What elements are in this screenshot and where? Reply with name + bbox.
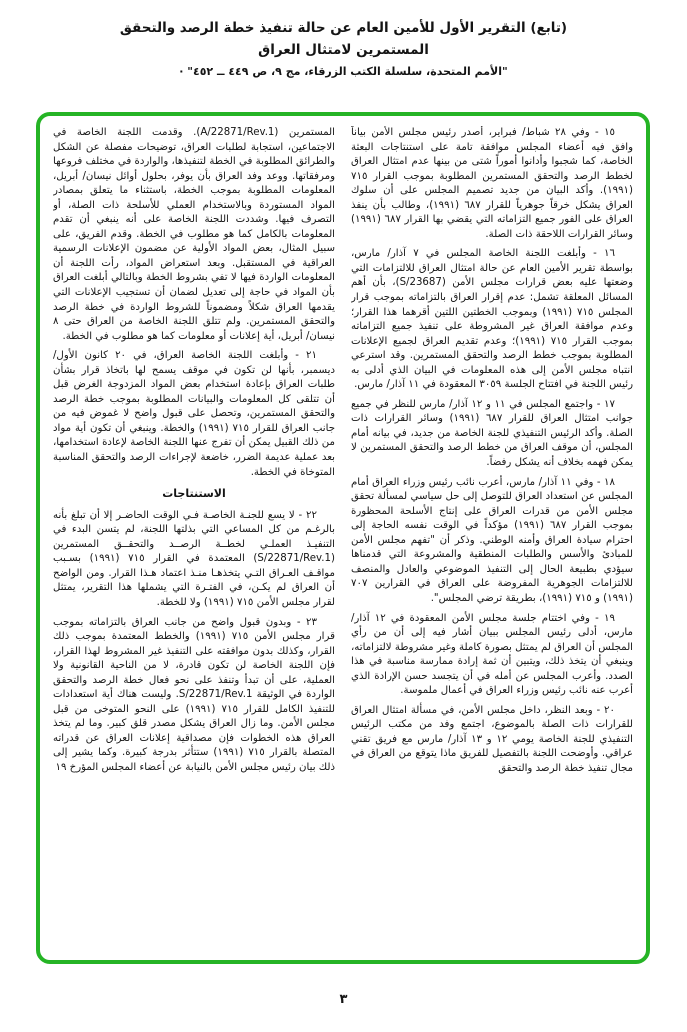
paragraph-18: ١٨ - وفي ١١ آذار/ مارس، أعرب نائب رئيس وزراء العراق أمام المجلس عن استعداد العراق للتوصل إلى حل سياسي لمسألة تحقق مجلس الأمن من قدرات العراق على إنتاج الأسلحة المحظورة بموجب القرار ٦٨٧ (١٩٩١) مؤكداً في الوقت نفسه الحاجة إلى احترام سيادة العراق وأمنه الوطني. وذكر أن "تفهم مجلس الأمن للمبادئ والأسس والطلبات المنطقية والمشروعة التي قدمناها سيؤدي بطبيعة الحال إلى التنفيذ الموضوعي والعادل والمنصف للالتزامات الجوهرية المفروضة على العراق في القرارين ٧٠٧ (١٩٩١) و ٧١٥ (١٩٩١)، بطريقة ترضي المجلس". [351, 476, 633, 604]
paragraph-22: ٢٢ - لا يسع للجنـة الخاصـة فـي الوقت الحاضـر إلا أن تبلغ بأنه بالرغـم من كل المساعي التي بذلتها اللجنة، لم يتسن البدء في التنفيـذ العملـي لخطــة الرصــد والتحقــق المستمرين (S/22871/Rev.1) المعتمدة في القرار ٧١٥ (١٩٩١) بسـبب مواقـف العـراق التـي يتخذهـا منـذ اعتماد هـذا القرار. ومن الواضح أن العراق لم يكـن، في الفتـرة التي يشملها هذا التقرير، يمتثل لقرار مجلس الأمن ٧١٥ (١٩٩١) ولا للخطة. [53, 509, 335, 608]
column-left [53, 126, 335, 950]
paragraph-21: ٢١ - وأبلغت اللجنة الخاصة العراق، في ٢٠ كانون الأول/ ديسمبر، بأنها لن تكون في موقف يسمح لها باتخاذ قرار بشأن طلبات العراق بإعادة استخدام بعض المواد المزدوجة الغرض قبل أن تتلقى كل المعلومات والبيانات المطلوبة بموجب خطة الرصد والتحقق المستمرين، وتحصل على قبول واضح لا غموض فيه من جانب العراق للقرار ٧١٥ (١٩٩١) والخطة. وينبغي أن تكون أية مواد من ذلك القبيل يمكن أن تفرج عنها اللجنة الخاصة لإعادة استخدامها، بعد عملية عديمة الضرر، خاضعة لإجراءات الرصد والتحقق المناسبة المتوخاة في الخطة. [53, 350, 335, 478]
column-right [351, 126, 633, 950]
conclusions-heading: الاستنتاجات [162, 487, 226, 501]
paragraph-continuation: المستمرين (A/22871/Rev.1). وقدمت اللجنة الخاصة في الاجتماعين، استجابة لطلبات العراق، توضيحات مفصلة عن الشكل والطرائق المطلوبة في الخطة لتنفيذها، والواردة في مختلف فروعها ومرفقاتها. ووعد وفد العراق بأن يوفر، بحلول أوائل نيسان/ أبريل، المعلومات المطلوبة بموجب الخطة، باستثناء ما يتعلق بمصادر المواد المستوردة وبالاستخدام العملي للأسلحة ذات الصلة، أو التصرف فيها. وشددت اللجنة الخاصة على أنه ينبغي أن تقدم المعلومات بالكامل كما هو مطلوب في الخطة. وقدم الفريق، على سبيل المثال، بعض المواد الأولية عن مضمون الإعلانات الرسمية العراقية في المستقبل. وبعد استعراض المواد، رأت اللجنة أن المعلومات الواردة فيها لا تفي بشروط الخطة وبالتالي أبلغت العراق بأن المواد في حاجة إلى تعديل لضمان أن تستجيب الإعلانات التي يقدمها العراق شكلاً ومضموناً للشروط الواردة في خطة الرصد والتحقق المستمرين. ولم تتلق اللجنة الخاصة من العراق حتى ٨ نيسان/ أبريل، أية إعلانات أو معلومات كما هو مطلوب في الخطة. [53, 127, 335, 342]
paragraph-17: ١٧ - واجتمع المجلس في ١١ و ١٢ آذار/ مارس للنظر في جميع جوانب امتثال العراق للقرار ٦٨٧ (١٩٩١) وسائر القرارات ذات الصلة. وأكد الرئيس التنفيذي للجنة الخاصة من جديد، في بيانه أمام المجلس، أن موقف العراق من خطط الرصد والتحقق المستمرين لا يمكن فهمه بخلاف أنه يشكل رفضاً. [351, 398, 633, 469]
source-citation: "الأمم المتحدة، سلسلة الكتب الزرقاء، مج ٩، ص ٤٤٩ ــ ٤٥٢" · [179, 64, 508, 78]
two-column-text-area [53, 126, 633, 950]
paragraph-19: ١٩ - وفي اختتام جلسة مجلس الأمن المعقودة في ١٢ آذار/ مارس، أدلى رئيس المجلس ببيان أشار فيه إلى أن من رأي المجلس أن العراق لم يمتثل بصورة كاملة وغير مشروطة لالتزاماته، وينبغي أن يتخذ ذلك، ويتبين أن ثمة إرادة ممارسة مناسبة في هذا الصدد. وأعرب المجلس عن أمله في أن يتجسد حسن الإرادة الذي أعرب عنه نائب رئيس وزراء العراق في أعمال ملموسة. [351, 612, 633, 697]
paragraph-23: ٢٣ - وبدون قبول واضح من جانب العراق بالتزاماته بموجب قرار مجلس الأمن ٧١٥ (١٩٩١) والخطط المعتمدة بموجب ذلك القرار، وكذلك بدون موافقته على التنفيذ غير المشروط لهذا القرار، فإن اللجنة الخاصة لن تكون قادرة، لا من الناحية القانونية ولا العملية، على أن تبدأ وتنفذ على نحو فعال خطة الرصد والتحقق الواردة في الوثيقة S/22871/Rev.1. وليست هناك أية استعدادات للتنفيذ الكامل للقرار ٧١٥ (١٩٩١) على النحو المتوخى من قبل مجلس الأمن. وما زال العراق يشكل مصدر قلق كبير. وما لم يتخذ العراق هذه الخطوات فإن مصداقية إعلانات العراق عن قدراته المتصلة بالقرار ٧١٥ (١٩٩١) ستتأثر بدرجة كبيرة. وكما يشير إلى ذلك بيان رئيس مجلس الأمن بالنيابة عن أعضاء المجلس المؤرخ ١٩ [53, 616, 335, 773]
paragraph-15: ١٥ - وفي ٢٨ شباط/ فبراير، أصدر رئيس مجلس الأمن بياناً وافق فيه أعضاء المجلس موافقة تامة على استنتاجات البعثة الخاصة، كما شجبوا وأدانوا أموراً شتى من بينها عدم امتثال العراق لخطط الرصد والتحقق المستمرين المطلوبة بموجب القرار ٧١٥ (١٩٩١). وأكد البيان من جديد تصميم المجلس على أن سلوك العراق يشكل خرقاً جوهرياً للقرار ٦٨٧ (١٩٩١)، وطالب بأن ينفذ العراق على الفور جميع التزاماته التي يقضي بها القرار ٦٨٧ (١٩٩١) وسائر القرارات اللاحقة ذات الصلة. [351, 127, 633, 240]
page-number: ٣ [339, 992, 348, 1007]
paragraph-16: ١٦ - وأبلغت اللجنة الخاصة المجلس في ٧ آذار/ مارس، بواسطة تقرير الأمين العام عن حالة امتثال العراق للالتزامات التي وضعتها عليه بعض قرارات مجلس الأمن (S/23687)، بأن أهم المسائل المعلقة تشمل: عدم إقرار العراق بالتزاماته بموجب قرار المجلس ٧١٥ (١٩٩١) وبموجب الخطتين اللتين أقرهما هذا القرار؛ وعدم موافقة العراق غير المشروطة على تنفيذ جميع التزاماته بموجب القرار ٧١٥ (١٩٩١)؛ وعدم تقديم العراق لجميع الإعلانات المطلوبة بموجب خطط الرصد والتحقق المستمرين. وقد استرعي انتباه مجلس الأمن إلى هذه المعلومات في البيان الذي أدلى به رئيس اللجنة في افتتاح الجلسة ٣٠٥٩ المعقودة في ١١ آذار/ مارس. [351, 248, 633, 391]
document-header [0, 0, 687, 79]
highlight-border-box [36, 112, 650, 964]
paragraph-20: ٢٠ - وبعد النظر، داخل مجلس الأمن، في مسألة امتثال العراق للقرارات ذات الصلة بالموضوع، اجتمع وفد من مكتب الرئيس التنفيذي للجنة الخاصة يومي ١٢ و ١٣ آذار/ مارس مع فريق تقني عراقي. وأوضحت اللجنة بالتفصيل للفريق ماذا يتوقع من العراق في مجال تنفيذ خطة الرصد والتحقق [351, 704, 633, 774]
report-title-line1: (تابع) التقرير الأول للأمين العام عن حالة تنفيذ خطة الرصد والتحقق [119, 20, 568, 36]
report-title-line2: المستمرين لامتثال العراق [258, 41, 429, 58]
